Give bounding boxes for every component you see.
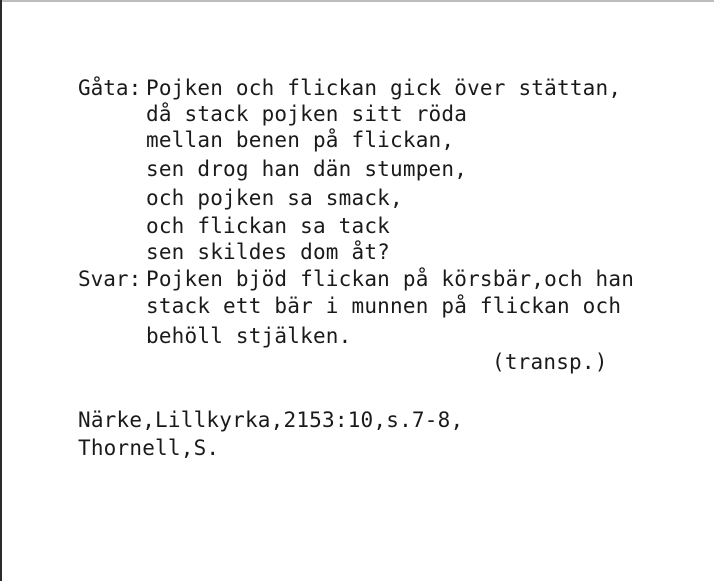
riddle-line: mellan benen på flickan, bbox=[146, 128, 455, 152]
card-top-edge bbox=[2, 0, 714, 2]
answer-line: behöll stjälken. bbox=[146, 324, 352, 348]
answer-line: stack ett bär i munnen på flickan och bbox=[146, 294, 622, 318]
riddle-line: sen drog han dän stumpen, bbox=[146, 157, 468, 181]
source-line: Thornell,S. bbox=[78, 436, 220, 460]
riddle-line: och pojken sa smack, bbox=[146, 186, 403, 210]
source-line: Närke,Lillkyrka,2153:10,s.7-8, bbox=[78, 408, 464, 432]
riddle-line: och flickan sa tack bbox=[146, 214, 391, 238]
riddle-line: Pojken och flickan gick över stättan, bbox=[146, 76, 622, 100]
riddle-label: Gåta: bbox=[78, 76, 142, 100]
answer-line: Pojken bjöd flickan på körsbär,och han bbox=[146, 267, 635, 291]
riddle-line: då stack pojken sitt röda bbox=[146, 102, 468, 126]
transp-note: (transp.) bbox=[492, 350, 608, 374]
answer-label: Svar: bbox=[78, 267, 142, 291]
riddle-line: sen skildes dom åt? bbox=[146, 240, 391, 264]
